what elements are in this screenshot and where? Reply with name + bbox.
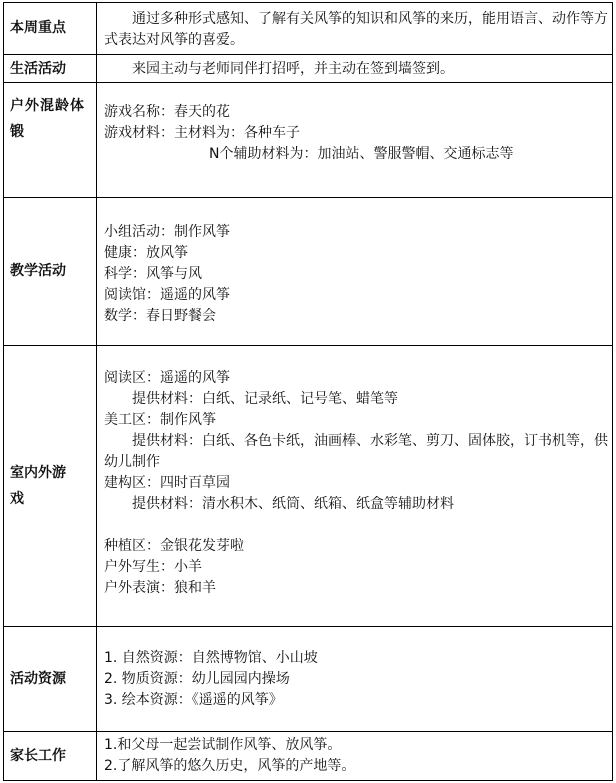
indoor-line: 户外表演：狼和羊 xyxy=(104,580,216,596)
row-focus xyxy=(4,3,613,55)
outdoor-line: N个辅助材料为：加油站、警服警帽、交通标志等 xyxy=(209,146,514,162)
label-focus: 本周重点 xyxy=(4,3,97,55)
teaching-line: 科学：风筝与风 xyxy=(104,266,202,282)
row-resources xyxy=(4,627,613,732)
label-indoor: 室内外游戏 xyxy=(4,346,97,627)
content-outdoor xyxy=(97,83,613,198)
content-indoor xyxy=(97,346,613,627)
label-outdoor: 户外混龄体锻 xyxy=(4,83,97,198)
teaching-line: 健康：放风筝 xyxy=(104,245,188,261)
row-family xyxy=(4,732,613,781)
outdoor-line: 游戏材料：主材料为：各种车子 xyxy=(104,125,300,141)
weekly-plan-table xyxy=(3,2,613,781)
label-life: 生活活动 xyxy=(4,55,97,83)
indoor-line: 户外写生：小羊 xyxy=(104,559,202,575)
indoor-line: 提供材料：白纸、记录纸、记号笔、蜡笔等 xyxy=(132,391,398,407)
row-life xyxy=(4,55,613,83)
outdoor-line: 游戏名称：春天的花 xyxy=(104,104,230,120)
indoor-line: 提供材料：清水积木、纸筒、纸箱、纸盒等辅助材料 xyxy=(132,496,454,512)
label-resources: 活动资源 xyxy=(4,627,97,732)
resources-line: 1. 自然资源：自然博物馆、小山坡 xyxy=(104,649,318,666)
row-indoor xyxy=(4,346,613,627)
row-outdoor xyxy=(4,83,613,198)
indoor-line: 美工区：制作风筝 xyxy=(104,412,216,428)
content-resources xyxy=(97,627,613,732)
resources-line: 2. 物质资源：幼儿园园内操场 xyxy=(104,670,290,687)
teaching-line: 小组活动：制作风筝 xyxy=(104,224,230,240)
content-teaching xyxy=(97,198,613,346)
focus-text: 通过多种形式感知、了解有关风筝的知识和风筝的来历，能用语言、动作等方式表达对风筝的喜爱。 xyxy=(104,11,608,48)
teaching-line: 数学：春日野餐会 xyxy=(104,308,216,324)
spacer xyxy=(104,515,608,536)
content-family xyxy=(97,732,613,781)
content-focus xyxy=(97,3,613,55)
indoor-line: 建构区：四时百草园 xyxy=(104,475,230,491)
indoor-line: 种植区：金银花发芽啦 xyxy=(104,538,244,554)
indoor-line: 提供材料：白纸、各色卡纸，油画棒、水彩笔、剪刀、固体胶，订书机等，供幼儿制作 xyxy=(104,433,608,470)
row-teaching xyxy=(4,198,613,346)
resources-line: 3. 绘本资源：《遥遥的风筝》 xyxy=(104,691,283,708)
life-text: 来园主动与老师同伴打招呼，并主动在签到墙签到。 xyxy=(132,61,454,77)
content-life xyxy=(97,55,613,83)
family-line: 2.了解风筝的悠久历史，风筝的产地等。 xyxy=(104,758,356,774)
label-teaching: 教学活动 xyxy=(4,198,97,346)
label-family: 家长工作 xyxy=(4,732,97,781)
indoor-line: 阅读区：遥遥的风筝 xyxy=(104,370,230,386)
teaching-line: 阅读馆：遥遥的风筝 xyxy=(104,287,230,303)
family-line: 1.和父母一起尝试制作风筝、放风筝。 xyxy=(104,737,342,753)
